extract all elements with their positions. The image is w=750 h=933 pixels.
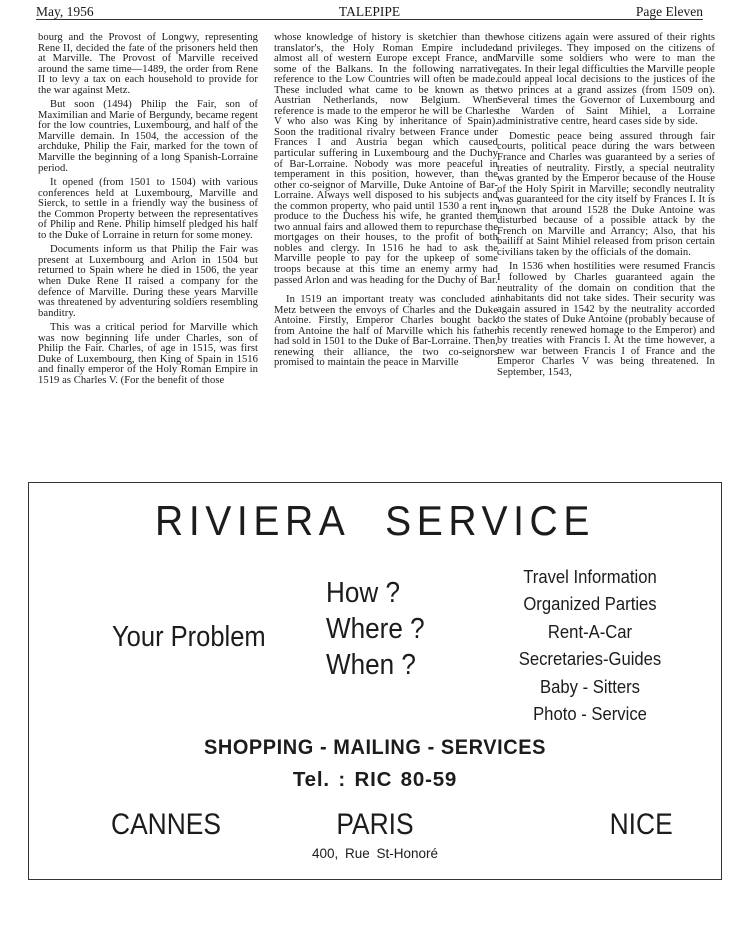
- paragraph: bourg and the Provost of Longwy, representing Rene II, decided the fate of the prisoners held then at Marville. The Provost of Marville received around the same time—1489, the order from Rene II to levy a tax on each household to provide for the war against Metz.: [38, 32, 258, 96]
- ad-telephone: Tel. : RIC 80-59: [292, 768, 458, 791]
- paragraph: But soon (1494) Philip the Fair, son of Maximilian and Marie of Bergundy, became regent for the low countries, Luxembourg, and half of the Marville demain. In 1504, the accession of the archduke, Philip the Fair, marked for the town of Marville the beginning of a long Spanish-Lorraine period.: [38, 99, 258, 174]
- ad-question: When ?: [326, 649, 416, 681]
- ad-service-item: Photo - Service: [533, 703, 647, 725]
- ad-city-paris: PARIS: [336, 808, 414, 841]
- paragraph: Documents inform us that Philip the Fair was present at Luxembourg and Arlon in 1504 but returned to Spain where he died in 1506, the year when Duke Rene II raised a company for the defence of Marville. During these years Marville was threatened by adventuring soldiers resembling banditry.: [38, 244, 258, 319]
- issue-date: May, 1956: [36, 4, 94, 19]
- publication-title: TALEPIPE: [338, 4, 401, 19]
- ad-title: RIVIERA SERVICE: [155, 497, 595, 544]
- ad-city-cannes: CANNES: [111, 808, 222, 841]
- ad-question: How ?: [326, 577, 400, 609]
- ad-city-nice: NICE: [609, 808, 673, 841]
- paragraph: whose citizens again were assured of their rights and privileges. They imposed on the citizens of Marville some soldiers who were to man the gates. In their legal difficulties the Marville people could appeal local decisions to the justices of the two princes at a grand assizes (from 1509 on). Several times the Governor of Luxembourg and the Warden of Saint Mihiel, a Lorraine administrative centre, heard cases side by side.: [497, 32, 715, 128]
- riviera-service-advertisement: [28, 482, 722, 880]
- paragraph: In 1519 an important treaty was concluded at Metz between the envoys of Charles and the Duke Antoine. Firstly, Emperor Charles bought back from Antoine the half of Marville which his father had sold in 1501 to the Duke of Bar-Lorraine. Then, renewing their alliance, the two co-seignors promised to maintain the peace in Marville: [274, 294, 498, 369]
- ad-service-item: Secretaries-Guides: [518, 648, 662, 670]
- ad-problem-text: Your Problem: [112, 621, 266, 653]
- paragraph: In 1536 when hostilities were resumed Francis I followed by Charles guaranteed again the neutrality of the domain on condition that the inhabitants did not take sides. Their security was again assured in 1542 by the neutrality accorded to the states of Duke Antoine (probably because of his recently renewed homage to the Emperor) and by treaties with Francis I. At the time however, a new war between Francis I of France and the Emperor Charles V was being threatened. In September, 1543,: [497, 261, 715, 378]
- ad-services-list: [496, 563, 685, 727]
- ad-service-item: Baby - Sitters: [540, 675, 640, 697]
- ad-service-item: Travel Information: [523, 566, 657, 587]
- ad-questions: [326, 575, 425, 683]
- article-column-2: [274, 33, 498, 373]
- article-column-3: [497, 33, 715, 383]
- page-number: Page Eleven: [635, 4, 703, 19]
- article-column-1: [38, 33, 258, 391]
- ad-question: Where ?: [326, 613, 425, 645]
- paragraph: Domestic peace being assured through fair courts, political peace during the wars between France and Charles was guaranteed by a series of treaties of neutrality. Firstly, a special neutrality was granted by the Emperor because of the House of the Holy Spirit in Marville; secondly neutrality was guaranteed for the city itself by Frances I. It is known that around 1528 the Duke Antoine was disturbed because of a possible attack by the French on Marville and Arrancy; Also, that his bailiff at Saint Mihiel released from prison certain civilians taken by the officials of the domain.: [497, 130, 715, 258]
- paragraph: whose knowledge of history is sketchier than the translator's, the Holy Roman Empire included almost all of western Europe except France, and some of the Balkans. In the following narrative reference to the Low Countries will often be made. These included what came to be known as the Austrian Netherlands, now Belgium. When reference is made to the emperor he will be Charles V who also was King by inheritance of Spain). Soon the traditional rivalry between France under Frances I and Austria began which caused particular suffering in Luxembourg and the Duchy of Bar-Lorraine. Nobody was more peaceful in temperament in this position, however, than the other co-seignor of Marville, Duke Antoine of Bar-Lorraine. Always well disposed to his subjects and the common property, who paid until 1530 a rent in produce to the Duchess his wife, he granted them two annual fairs and allowed them to repurchase the mortgages on their houses, to the profit of both nobles and clergy. In 1516 he had to ask the Marville people to pay for the upkeep of some troops because at this time an enemy army had passed Arlon and was heading for the Duchy of Bar.: [274, 32, 498, 286]
- ad-tagline: SHOPPING - MAILING - SERVICES: [203, 736, 547, 759]
- ad-service-item: Rent-A-Car: [547, 620, 633, 642]
- paragraph: This was a critical period for Marville which was now beginning life under Charles, son of Philip the Fair. Charles, of age in 1515, was first Duke of Luxembourg, then King of Spain in 1516 and finally emperor of the Holy Roman Empire in 1519 as Charles V. (For the benefit of those: [38, 322, 258, 386]
- header-rule: [36, 19, 703, 20]
- ad-address: 400, Rue St-Honoré: [311, 846, 439, 861]
- paragraph: It opened (from 1501 to 1504) with various conferences held at Luxembourg, Marville and Sierck, to settle in a friendly way the business of the Common Property between the representatives of Philip and Rene. Philip himself pledged his half to the Duke of Lorraine in return for some money.: [38, 177, 258, 241]
- page-header: [36, 4, 703, 18]
- ad-service-item: Organized Parties: [523, 593, 657, 615]
